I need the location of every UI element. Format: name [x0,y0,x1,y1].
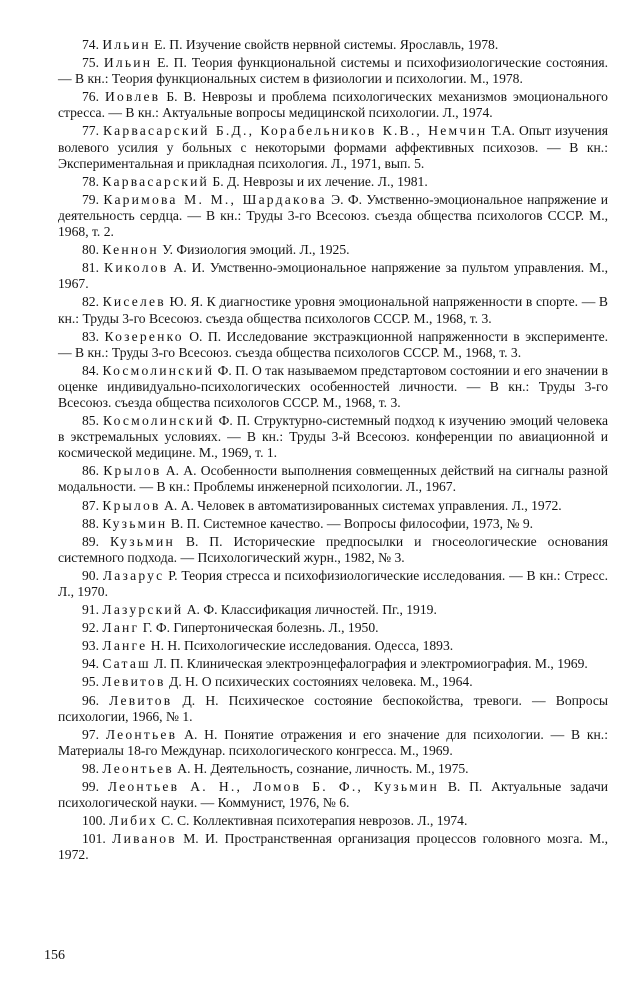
reference-author: Либих [109,813,158,829]
reference-author: Каримова М. М., Шардакова [103,191,327,207]
reference-number: 93. [82,638,99,654]
reference-author: Космолинский [102,413,215,429]
reference-author: Ланге [102,638,148,654]
reference-text: Ю. Я. К диагностике уровня эмоциональной напряженности в спорте. — В кн.: Труды 3-го Всесоюз. съезда общества психологов СССР. М., 1968, т. 3. [58,294,609,326]
reference-author: Козеренко [104,328,184,344]
reference-author: Лазурский [102,602,184,618]
reference-author: Ильин [102,37,151,52]
reference-text: А. Н. Деятельность, сознание, личность. М., 1975. [177,760,469,776]
reference-entry [58,123,608,171]
reference-number: 77. [82,123,99,139]
reference-entry [58,831,608,863]
reference-author: Кеннон [102,242,159,258]
reference-number: 89. [82,533,99,549]
reference-text: У. Физиология эмоций. Л., 1925. [162,242,350,258]
reference-entry [58,779,608,811]
reference-entry [58,534,608,566]
reference-entry [58,174,608,190]
reference-number: 86. [82,463,99,479]
reference-entry [58,242,608,258]
reference-number: 83. [82,328,99,344]
reference-author: Карвасарский [102,173,210,189]
reference-entry [58,602,608,618]
reference-text: С. С. Коллективная психотерапия неврозов. Л., 1974. [161,813,468,829]
reference-entry [58,516,608,532]
reference-entry [58,37,608,53]
reference-entry [58,363,608,411]
reference-author: Левитов [109,692,173,708]
reference-text: Б. В. Неврозы и проблема психологических механизмов эмоционального стресса. — В кн.: Актуальные вопросы медицинской психологии. Л., 1974. [58,89,608,121]
reference-number: 100. [82,813,106,829]
reference-entry [58,693,608,725]
reference-number: 75. [82,55,99,71]
reference-text: Л. П. Клиническая электроэнцефалография и электромиография. М., 1969. [154,656,588,672]
reference-text: А. А. Человек в автоматизированных системах управления. Л., 1972. [164,497,562,513]
reference-entry [58,55,608,87]
reference-text: Г. Ф. Гипертоническая болезнь. Л., 1950. [142,620,379,636]
reference-entry [58,813,608,829]
reference-author: Ливанов [112,831,177,847]
reference-author: Леонтьев [105,726,178,742]
reference-number: 88. [82,515,99,531]
reference-author: Иовлев [105,89,161,105]
reference-text: М. И. Пространственная организация процессов головного мозга. М., 1972. [58,831,609,863]
reference-entry [58,620,608,636]
reference-text: В. П. Актуальные задачи психологической науки. — Коммунист, 1976, № 6. [58,779,609,811]
reference-author: Леонтьев [102,760,174,776]
reference-text: Б. Д. Неврозы и их лечение. Л., 1981. [212,173,428,189]
reference-list [58,37,608,866]
reference-number: 85. [82,413,99,429]
reference-text: А. И. Умственно-эмоциональное напряжение за пультом управления. М., 1967. [58,260,609,292]
reference-number: 91. [82,602,99,618]
page-number: 156 [44,948,65,963]
reference-entry [58,89,608,121]
reference-entry [58,727,608,759]
reference-entry [58,294,608,326]
reference-entry [58,568,608,600]
reference-text: Ф. П. Структурно-системный подход к изучению эмоций человека в экстремальных условиях. — В кн.: Труды 3-й Всесоюз. конференции по авиационной и космической медицине. М., 1969, т. 1. [58,413,608,461]
reference-text: А. Ф. Классификация личностей. Пг., 1919. [186,602,437,618]
reference-author: Карвасарский Б.Д., Корабельников К.В., Немчин [103,123,488,139]
reference-text: Э. Ф. Умственно-эмоциональное напряжение и деятельность сердца. — В кн.: Труды 3-го Всесоюз. съезда общества психологов СССР. М., 1968, т. 2. [58,191,609,240]
reference-number: 99. [82,779,99,795]
reference-text: Д. Н. О психических состояниях человека. М., 1964. [169,674,473,690]
reference-author: Крылов [103,463,162,479]
reference-number: 94. [82,656,99,672]
reference-author: Крылов [102,497,161,513]
reference-text: О. П. Исследование экстраэкционной напряженности в эксперименте. — В кн.: Труды 3-го Всесоюз. съезда общества психологов СССР. М., 1968, т. 3. [58,328,608,360]
reference-entry [58,761,608,777]
reference-number: 76. [82,89,99,105]
reference-entry [58,413,608,461]
reference-text: В. П. Исторические предпосылки и гносеологические основания системного подхода. — Психологический журн., 1982, № 3. [58,533,608,565]
reference-text: Е. П. Изучение свойств нервной системы. Ярославль, 1978. [154,37,499,52]
reference-number: 80. [82,242,99,258]
reference-entry [58,638,608,654]
reference-author: Кузьмин [102,515,168,531]
reference-text: Е. П. Теория функциональной системы и психофизиологические состояния. — В кн.: Теория функциональных систем в физиологии и психологии. М., 1978. [58,55,608,87]
reference-number: 87. [82,497,99,513]
reference-author: Ильин [103,55,153,71]
reference-text: Т.А. Опыт изучения волевого усилия у больных с некоторыми формами аффективных психозов. — В кн.: Экспериментальная и прикладная психология. Л., 1971, вып. 5. [58,123,608,171]
reference-text: А. Н. Понятие отражения и его значение для психологии. — В кн.: Материалы 18-го Междунар. психологического конгресса. М., 1969. [58,726,608,758]
reference-entry [58,192,608,240]
reference-text: Д. Н. Психическое состояние беспокойства, тревоги. — Вопросы психологии, 1966, № 1. [58,692,608,724]
reference-author: Киколов [104,260,169,276]
reference-number: 81. [82,260,99,276]
reference-number: 98. [82,760,99,776]
reference-author: Леонтьев А. Н., Ломов Б. Ф., Кузьмин [107,779,439,795]
reference-author: Кузьмин [109,533,175,549]
reference-number: 79. [82,191,99,207]
reference-entry [58,656,608,672]
reference-entry [58,329,608,361]
reference-text: В. П. Системное качество. — Вопросы философии, 1973, № 9. [170,515,534,531]
reference-entry [58,498,608,514]
reference-entry [58,463,608,495]
reference-author: Киселев [102,294,166,310]
reference-number: 78. [82,173,99,189]
reference-number: 97. [82,726,99,742]
reference-number: 92. [82,620,99,636]
reference-number: 84. [82,362,99,378]
reference-number: 74. [82,37,99,52]
reference-text: А. А. Особенности выполнения совмещенных действий на сигналы разной модальности. — В кн.: Проблемы инженерной психологии. Л., 1967. [58,463,608,495]
reference-author: Саташ [102,656,151,672]
reference-number: 96. [82,692,99,708]
reference-text: Р. Теория стресса и психофизиологические исследования. — В кн.: Стресс. Л., 1970. [58,567,608,599]
reference-author: Левитов [102,674,166,690]
reference-number: 95. [82,674,99,690]
reference-author: Ланг [102,620,140,636]
reference-number: 90. [82,567,99,583]
reference-author: Космолинский [102,362,215,378]
reference-author: Лазарус [102,567,165,583]
reference-text: Н. Н. Психологические исследования. Одесса, 1893. [150,638,454,654]
reference-number: 82. [82,294,99,310]
reference-number: 101. [82,831,106,847]
reference-entry [58,260,608,292]
reference-text: Ф. П. О так называемом предстартовом состоянии и его значении в оценке индивидуально-психологических особенностей личности. — В кн.: Труды 3-го Всесоюз. съезда общества психологов СССР. М., 1968, т. 3. [58,362,608,410]
reference-entry [58,674,608,690]
